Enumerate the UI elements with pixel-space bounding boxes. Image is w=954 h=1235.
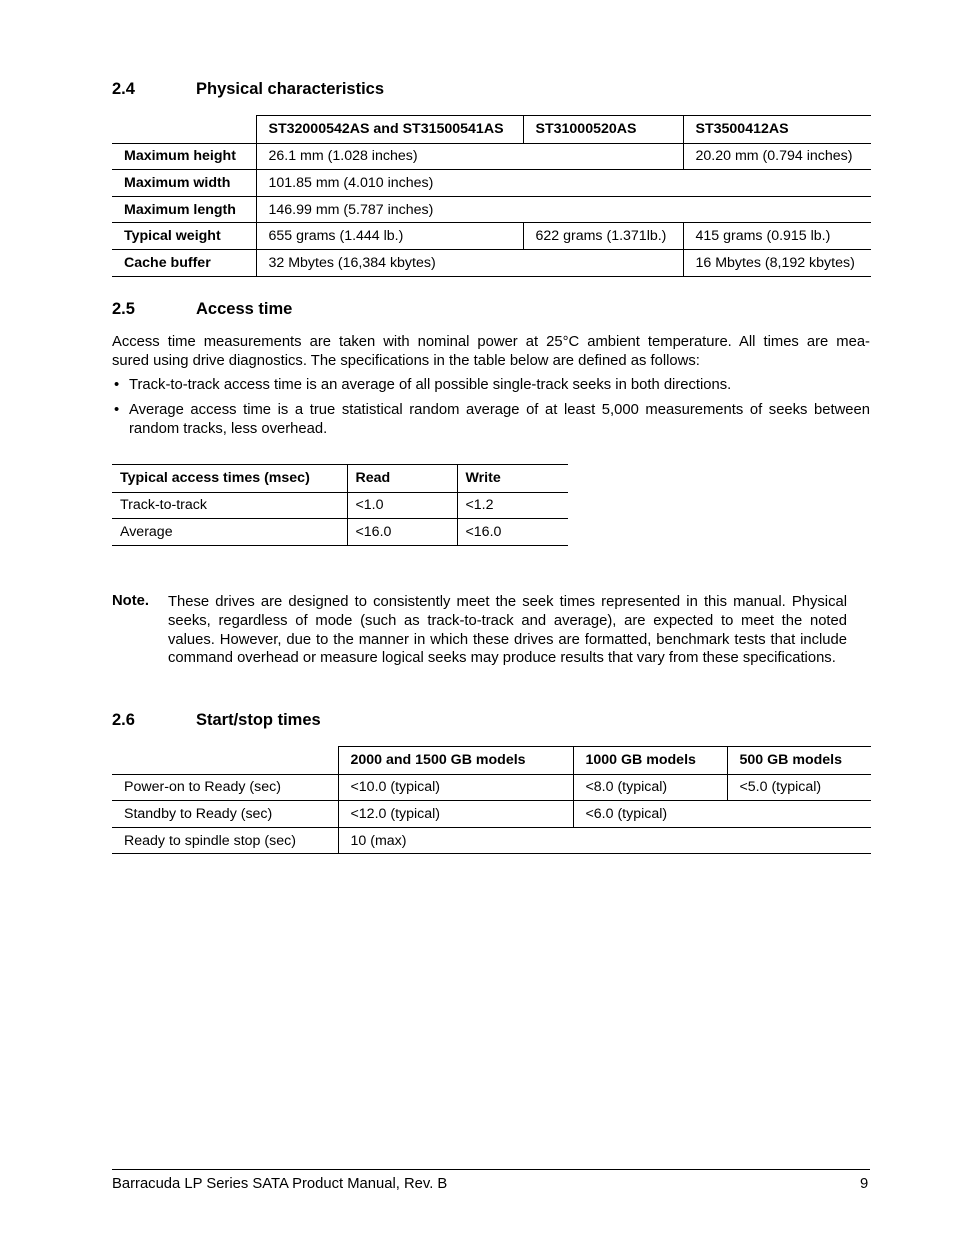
table-cell: Average xyxy=(112,519,347,546)
table-cell: 655 grams (1.444 lb.) xyxy=(256,223,523,250)
table-cell: 101.85 mm (4.010 inches) xyxy=(256,170,871,197)
header-cell: Write xyxy=(457,465,568,493)
section-heading-2-6 xyxy=(112,711,712,731)
header-cell: ST32000542AS and ST31500541AS xyxy=(256,116,523,144)
header-cell: 500 GB models xyxy=(727,747,871,775)
access-times-table xyxy=(112,464,568,546)
intro-paragraph xyxy=(112,333,870,371)
table-cell: <1.2 xyxy=(457,492,568,519)
row-label: Maximum height xyxy=(112,143,256,170)
table-row xyxy=(112,827,871,854)
bullet-mark: • xyxy=(114,377,120,393)
table-cell: <8.0 (typical) xyxy=(573,774,727,801)
table-cell: 32 Mbytes (16,384 kbytes) xyxy=(256,249,683,276)
section-title: Access time xyxy=(196,300,293,318)
table-row xyxy=(112,143,871,170)
table-row xyxy=(112,801,871,828)
intro-line: sured using drive diagnostics. The specifications in the table below are defined as follows: xyxy=(112,353,700,369)
table-row xyxy=(112,223,871,250)
table-row xyxy=(112,774,871,801)
row-label: Ready to spindle stop (sec) xyxy=(112,827,338,854)
row-label: Maximum width xyxy=(112,170,256,197)
header-cell: 1000 GB models xyxy=(573,747,727,775)
note-text: These drives are designed to consistently meet the seek times represented in this manual. Physical seeks, regardless of mode (such as track-to-track and average), are expected to meet the noted values. However, due to the manner in which these drives are formatted, benchmark tests that include command overhead or measure logical seeks may produce results that vary from these specifications. xyxy=(168,594,847,667)
bullet-text: Track-to-track access time is an average of all possible single-track seeks in both directions. xyxy=(129,377,732,393)
section-heading-2-5 xyxy=(112,300,712,320)
header-cell: Read xyxy=(347,465,457,493)
table-cell: Track-to-track xyxy=(112,492,347,519)
header-cell xyxy=(112,747,338,775)
bullet-mark: • xyxy=(114,402,120,418)
table-header-row xyxy=(112,116,871,144)
start-stop-times-table xyxy=(112,746,871,854)
section-title: Start/stop times xyxy=(196,711,321,729)
row-label: Standby to Ready (sec) xyxy=(112,801,338,828)
section-heading-2-4 xyxy=(112,80,712,100)
row-label: Maximum length xyxy=(112,196,256,223)
table-cell: 622 grams (1.371lb.) xyxy=(523,223,683,250)
header-cell: 2000 and 1500 GB models xyxy=(338,747,573,775)
table-header-row xyxy=(112,465,568,493)
section-title: Physical characteristics xyxy=(196,80,385,98)
footer-title: Barracuda LP Series SATA Product Manual, Rev. B xyxy=(112,1176,448,1192)
header-cell: Typical access times (msec) xyxy=(112,465,347,493)
table-row xyxy=(112,249,871,276)
table-cell: 10 (max) xyxy=(338,827,871,854)
table-cell: 26.1 mm (1.028 inches) xyxy=(256,143,683,170)
table-cell: <12.0 (typical) xyxy=(338,801,573,828)
intro-line: Access time measurements are taken with nominal power at 25°C ambient temperature. All times are mea- xyxy=(112,334,870,350)
header-cell: ST31000520AS xyxy=(523,116,683,144)
section-number: 2.5 xyxy=(112,300,135,318)
table-header-row xyxy=(112,747,871,775)
row-label: Typical weight xyxy=(112,223,256,250)
page-number: 9 xyxy=(860,1176,869,1192)
section-number: 2.4 xyxy=(112,80,135,98)
table-row xyxy=(112,196,871,223)
section-number: 2.6 xyxy=(112,711,135,729)
header-cell: ST3500412AS xyxy=(683,116,871,144)
table-row xyxy=(112,170,871,197)
table-cell: <5.0 (typical) xyxy=(727,774,871,801)
table-row xyxy=(112,519,568,546)
note-label: Note. xyxy=(112,593,149,609)
table-cell: 415 grams (0.915 lb.) xyxy=(683,223,871,250)
table-cell: <1.0 xyxy=(347,492,457,519)
table-cell: <6.0 (typical) xyxy=(573,801,871,828)
row-label: Power-on to Ready (sec) xyxy=(112,774,338,801)
bullet-text: Average access time is a true statistical random average of at least 5,000 measurements of seeks between random tracks, less overhead. xyxy=(129,402,870,437)
table-cell: <16.0 xyxy=(457,519,568,546)
header-cell xyxy=(112,116,256,144)
footer-rule xyxy=(112,1169,870,1170)
table-cell: 20.20 mm (0.794 inches) xyxy=(683,143,871,170)
table-cell: 146.99 mm (5.787 inches) xyxy=(256,196,871,223)
physical-characteristics-table xyxy=(112,115,871,277)
row-label: Cache buffer xyxy=(112,249,256,276)
table-cell: 16 Mbytes (8,192 kbytes) xyxy=(683,249,871,276)
table-cell: <16.0 xyxy=(347,519,457,546)
table-row xyxy=(112,492,568,519)
table-cell: <10.0 (typical) xyxy=(338,774,573,801)
